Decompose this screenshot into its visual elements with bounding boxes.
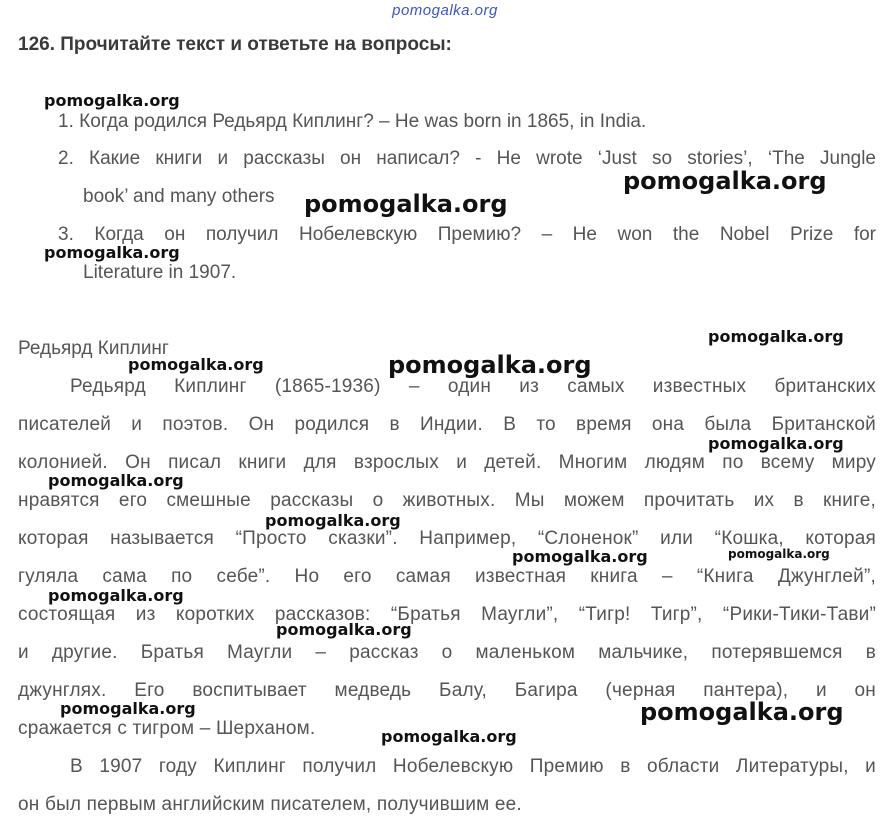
watermark: pomogalka.org — [60, 699, 196, 718]
text-line: гуляла сама по себе”. Но его самая известная книга – “Книга Джунглей”, — [18, 566, 876, 587]
watermark: pomogalka.org — [48, 586, 184, 605]
text-title: Редьярд Киплинг — [18, 338, 169, 359]
text-line: которая называется “Просто сказки”. Например, “Слоненок” или “Кошка, которая — [18, 528, 876, 549]
text-line: сражается с тигром – Шерханом. — [18, 718, 316, 739]
question-2-line-2: book’ and many others — [83, 186, 275, 207]
text-line: и другие. Братья Маугли – рассказ о маленьком мальчике, потерявшемся в — [18, 642, 876, 663]
watermark: pomogalka.org — [304, 190, 508, 218]
text-line: Редьярд Киплинг (1865-1936) – один из самых известных британских — [70, 376, 876, 397]
text-line: состоящая из коротких рассказов: “Братья Маугли”, “Тигр! Тигр”, “Рики-Тики-Тави” — [18, 604, 876, 625]
question-2-line-1: 2. Какие книги и рассказы он написал? - He wrote ‘Just so stories’, ‘The Jungle — [58, 148, 876, 169]
watermark: pomogalka.org — [128, 355, 264, 374]
text-line: колонией. Он писал книги для взрослых и детей. Многим людям по всему миру — [18, 452, 876, 473]
watermark: pomogalka.org — [640, 698, 844, 726]
watermark: pomogalka.org — [381, 727, 517, 746]
exercise-heading: 126. Прочитайте текст и ответьте на вопросы: — [18, 34, 452, 55]
text-line: писателей и поэтов. Он родился в Индии. В то время она была Британской — [18, 414, 876, 435]
question-3-line-1: 3. Когда он получил Нобелевскую Премию? – He won the Nobel Prize for — [58, 224, 876, 245]
text-line: В 1907 году Киплинг получил Нобелевскую Премию в области Литературы, и — [70, 756, 876, 777]
question-1: 1. Когда родился Редьярд Киплинг? – He was born in 1865, in India. — [58, 111, 647, 132]
watermark: pomogalka.org — [44, 91, 180, 110]
watermark: pomogalka.org — [623, 167, 827, 195]
watermark: pomogalka.org — [388, 351, 592, 379]
watermark: pomogalka.org — [265, 511, 401, 530]
watermark: pomogalka.org — [708, 327, 844, 346]
site-header: pomogalka.org — [392, 2, 498, 19]
text-line: нравятся его смешные рассказы о животных. Мы можем прочитать их в книге, — [18, 490, 876, 511]
watermark: pomogalka.org — [276, 620, 412, 639]
watermark: pomogalka.org — [728, 547, 830, 561]
watermark: pomogalka.org — [44, 243, 180, 262]
watermark: pomogalka.org — [48, 471, 184, 490]
text-line: он был первым английским писателем, получившим ее. — [18, 794, 522, 815]
watermark: pomogalka.org — [512, 547, 648, 566]
watermark: pomogalka.org — [708, 434, 844, 453]
question-3-line-2: Literature in 1907. — [83, 262, 237, 283]
text-line: джунглях. Его воспитывает медведь Балу, Багира (черная пантера), и он — [18, 680, 876, 701]
